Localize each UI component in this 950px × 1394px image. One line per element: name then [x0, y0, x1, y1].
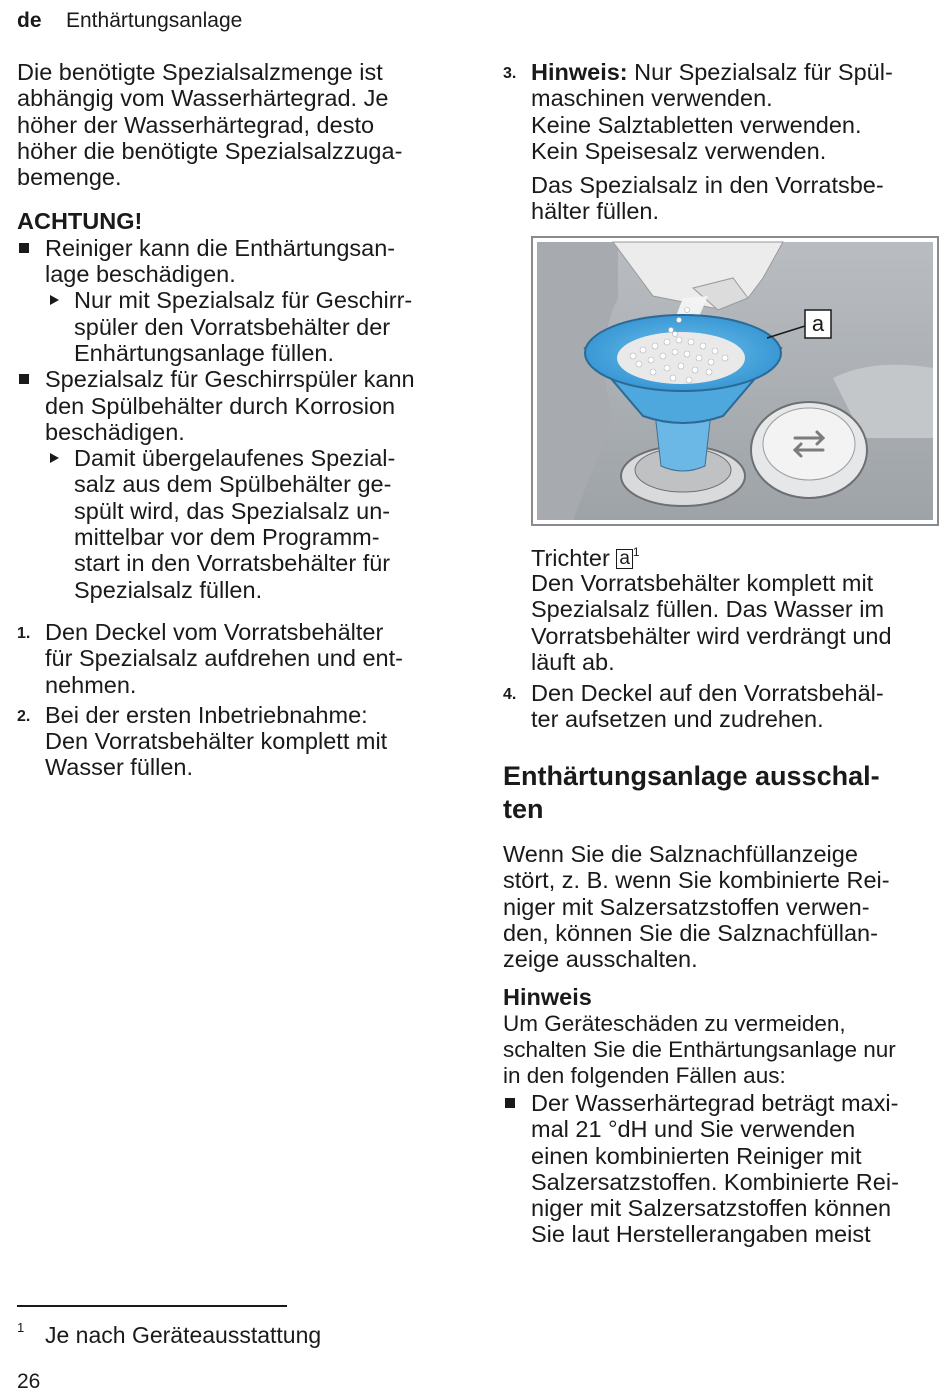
- step-line: Den Vorratsbehälter komplett mit: [45, 728, 388, 755]
- step-number: 2.: [17, 707, 31, 725]
- step-line: Vorratsbehälter wird verdrängt und: [531, 622, 892, 649]
- footnote-reference: 1: [632, 545, 640, 559]
- warning-line: Spezialsalz für Geschirrspüler kann: [45, 366, 415, 393]
- warning-item: [17, 366, 457, 445]
- fill-instruction: [531, 172, 943, 225]
- warning-action: [17, 287, 457, 366]
- step-line: hälter füllen.: [531, 198, 660, 225]
- figure-label: a: [811, 311, 825, 336]
- warning-line: Reiniger kann die Enthärtungsan-: [45, 234, 396, 261]
- warning-line: lage beschädigen.: [45, 261, 236, 288]
- action-line: spüler den Vorratsbehälter der: [74, 313, 391, 340]
- warning-item: [17, 235, 457, 288]
- section-heading: [503, 760, 943, 826]
- funnel-illustration: [531, 236, 939, 526]
- square-bullet-icon: [19, 374, 29, 384]
- paragraph-line: in den folgenden Fällen aus:: [503, 1063, 786, 1088]
- footnote-text: Je nach Geräteausstattung: [45, 1322, 322, 1348]
- heading-line: Enthärtungsanlage ausschal-: [503, 761, 880, 791]
- step-line: Wasser füllen.: [45, 754, 194, 781]
- step-line: für Spezialsalz aufdrehen und ent-: [45, 645, 403, 672]
- warning-action: [17, 445, 457, 603]
- action-line: mittelbar vor dem Programm-: [74, 524, 380, 551]
- triangle-bullet-icon: [50, 453, 59, 463]
- step-line: nehmen.: [45, 671, 137, 698]
- note-heading: Hinweis: [503, 984, 592, 1010]
- action-line: Enhärtungsanlage füllen.: [74, 339, 335, 366]
- caption-label-box: a: [616, 549, 633, 569]
- figure-caption: [531, 539, 640, 571]
- step-line: Den Deckel vom Vorratsbehälter: [45, 618, 384, 645]
- step-line: Spezialsalz füllen. Das Wasser im: [531, 596, 885, 623]
- cap-top: [763, 408, 855, 480]
- action-line: spült wird, das Spezialsalz un-: [74, 497, 391, 524]
- intro-line: bemenge.: [17, 164, 122, 191]
- square-bullet-icon: [505, 1098, 515, 1108]
- step-line: Keine Salztabletten verwenden.: [531, 111, 862, 138]
- paragraph-line: Wenn Sie die Salznachfüllanzeige: [503, 841, 858, 867]
- list-line: mal 21 °dH und Sie verwenden: [531, 1116, 856, 1143]
- intro-line: höher der Wasserhärtegrad, desto: [17, 111, 375, 138]
- warning-line: beschädigen.: [45, 418, 185, 445]
- paragraph-line: den, können Sie die Salznachfüllan-: [503, 919, 878, 946]
- intro-line: abhängig vom Wasserhärtegrad. Je: [17, 85, 389, 112]
- header-title: Enthärtungsanlage: [66, 9, 243, 32]
- header-language: de: [17, 9, 42, 32]
- paragraph-line: schalten Sie die Enthärtungsanlage nur: [503, 1037, 896, 1062]
- step-line: läuft ab.: [531, 648, 615, 675]
- warning-line: den Spülbehälter durch Korrosion: [45, 392, 396, 419]
- caption-text: Trichter: [531, 545, 617, 571]
- list-line: niger mit Salzersatzstoffen können: [531, 1195, 892, 1222]
- note-paragraph: [503, 1011, 943, 1089]
- step-3: [503, 59, 943, 225]
- footnote-number: 1: [17, 1320, 25, 1335]
- square-bullet-icon: [19, 243, 29, 253]
- list-line: Sie laut Herstellerangaben meist: [531, 1221, 871, 1248]
- action-line: start in den Vorratsbehälter für: [74, 550, 391, 577]
- footnote-divider: [17, 1305, 287, 1307]
- intro-paragraph: [17, 59, 457, 190]
- action-line: Nur mit Spezialsalz für Geschirr-: [74, 287, 413, 314]
- step-4: [503, 680, 950, 733]
- heading-line: ten: [503, 794, 544, 824]
- step-line: Den Deckel auf den Vorratsbehäl-: [531, 680, 884, 706]
- step-line: Bei der ersten Inbetriebnahme:: [45, 701, 368, 728]
- step-line: Nur Spezialsalz für Spül-: [627, 59, 893, 85]
- paragraph-line: niger mit Salzersatzstoffen verwen-: [503, 893, 870, 920]
- list-line: Der Wasserhärtegrad beträgt maxi-: [531, 1090, 899, 1116]
- step-2: [17, 702, 457, 781]
- step-line: Kein Speisesalz verwenden.: [531, 137, 827, 164]
- paragraph-line: zeige ausschalten.: [503, 946, 698, 973]
- action-line: Spezialsalz füllen.: [74, 576, 263, 603]
- intro-line: Die benötigte Spezialsalzmenge ist: [17, 59, 383, 85]
- step-number: 3.: [503, 65, 517, 82]
- step-line: Das Spezialsalz in den Vorratsbe-: [531, 172, 884, 199]
- note-label: Hinweis:: [531, 59, 628, 85]
- paragraph-line: Um Geräteschäden zu vermeiden,: [503, 1011, 846, 1036]
- action-line: salz aus dem Spülbehälter ge-: [74, 471, 392, 498]
- triangle-bullet-icon: [50, 295, 59, 305]
- left-column: [17, 59, 457, 781]
- list-line: Salzersatzstoffen. Kombinierte Rei-: [531, 1168, 899, 1195]
- intro-line: höher die benötigte Spezialsalzzuga-: [17, 137, 403, 164]
- step-1: [17, 619, 457, 698]
- warning-title: ACHTUNG!: [17, 208, 143, 235]
- step-line: ter aufsetzen und zudrehen.: [531, 706, 824, 733]
- step-line: Den Vorratsbehälter komplett mit: [531, 570, 874, 596]
- page-number: 26: [17, 1370, 41, 1393]
- section-paragraph: [503, 841, 933, 972]
- funnel-drawing: [533, 238, 937, 524]
- after-figure-text: [531, 570, 941, 675]
- step-number: 1.: [17, 624, 31, 642]
- note-list-item: [503, 1090, 950, 1248]
- list-line: einen kombinierten Reiniger mit: [531, 1142, 862, 1169]
- action-line: Damit übergelaufenes Spezial-: [74, 445, 396, 472]
- right-column: [503, 59, 943, 225]
- step-line: maschinen verwenden.: [531, 85, 773, 112]
- step-number: 4.: [503, 686, 517, 703]
- paragraph-line: stört, z. B. wenn Sie kombinierte Rei-: [503, 867, 890, 894]
